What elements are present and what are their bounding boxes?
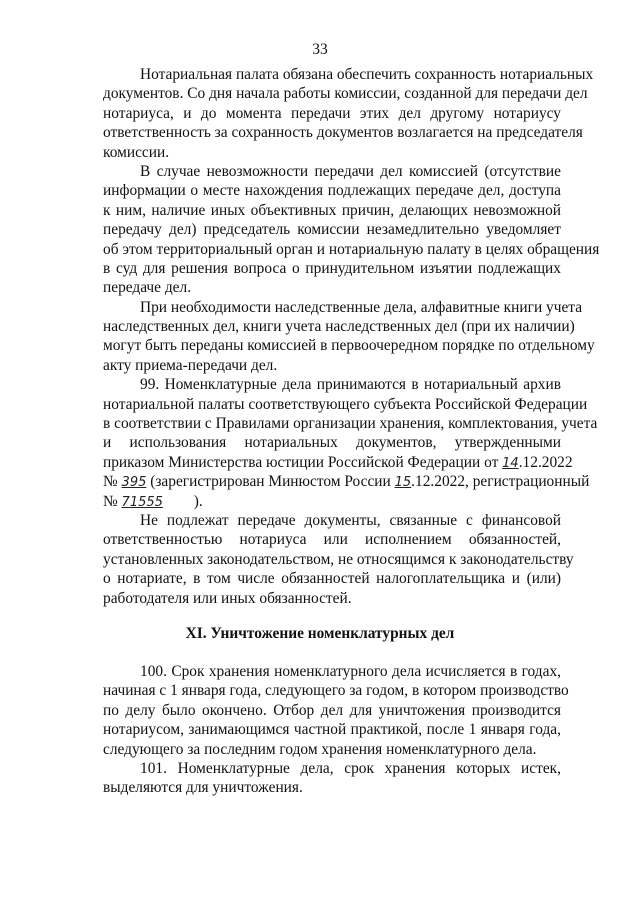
text-line: нотариусом, занимающимся частной практикой, после 1 января года, (103, 721, 561, 739)
text-line: акту приема-передачи дел. (103, 356, 278, 374)
text-segment: .12.2022, регистрационный (411, 473, 590, 491)
handwritten-entry: 14 (502, 455, 519, 471)
text-line: в суд для решения вопроса о принудительном изъятии подлежащих (103, 259, 561, 277)
paragraph (103, 65, 594, 162)
section-heading: XI. Уничтожение номенклатурных дел (185, 625, 455, 642)
text-line: нотариальной палаты соответствующего субъекта Российской Федерации (103, 395, 588, 413)
text-line: нотариуса, и до момента передачи этих дел другому нотариусу (103, 104, 561, 122)
text-segment: приказом Министерства юстиции Российской Федерации от (103, 453, 503, 471)
text-line (103, 453, 573, 472)
text-line: 101. Номенклатурные дела, срок хранения которых истек, (140, 759, 561, 777)
handwritten-entry: 15 (394, 475, 412, 491)
text-line: В случае невозможности передачи дел комиссией (отсутствие (140, 162, 561, 180)
text-line: 100. Срок хранения номенклатурного дела исчисляется в годах, (140, 663, 561, 680)
text-line: документов. Со дня начала работы комиссии, созданной для передачи дел (103, 85, 588, 103)
text-line (103, 472, 590, 491)
paragraph (103, 759, 561, 798)
paragraph (103, 375, 598, 511)
paragraph (103, 162, 600, 298)
text-line: по делу было окончено. Отбор дел для уничтожения производится (103, 701, 561, 719)
paragraph (103, 298, 595, 376)
text-line: работодателя или иных обязанностей. (103, 589, 352, 607)
text-line: и использования нотариальных документов, утвержденными (103, 434, 561, 452)
text-segment: № (103, 492, 122, 510)
paragraph (103, 511, 574, 608)
text-line: о нотариате, в том числе обязанностей налогоплательщика и (или) (103, 570, 561, 588)
body-text-bottom (103, 662, 569, 798)
text-line: выделяются для уничтожения. (103, 779, 303, 797)
text-segment: .12.2022 (518, 453, 573, 471)
paragraph (103, 662, 569, 759)
text-line: наследственных дел, книги учета наследственных дел (при их наличии) (103, 318, 575, 336)
text-line: комиссии. (103, 143, 170, 161)
text-line: могут быть переданы комиссией в первоочередном порядке по отдельному (103, 337, 595, 355)
text-line: Не подлежат передаче документы, связанные с финансовой (140, 511, 561, 529)
text-line (103, 492, 561, 511)
text-line: следующего за последним годом хранения номенклатурного дела. (103, 740, 537, 758)
text-line: установленных законодательством, не относящимся к законодательству (103, 550, 574, 568)
handwritten-entry: 71555 (121, 494, 163, 510)
text-line: об этом территориальный орган и нотариальную палату в целях обращения (103, 240, 600, 258)
text-line: ответственностью нотариуса или исполнением обязанностей, (103, 531, 561, 549)
text-line: передачу дел) председатель комиссии незамедлительно уведомляет (103, 221, 561, 239)
body-text-top (103, 65, 600, 608)
text-line: При необходимости наследственные дела, алфавитные книги учета (140, 298, 583, 316)
page-number: 33 (312, 41, 328, 58)
text-segment: ). (162, 492, 203, 510)
text-segment: (зарегистрирован Минюстом России (146, 473, 395, 491)
text-line: Нотариальная палата обязана обеспечить сохранность нотариальных (140, 66, 594, 83)
text-segment: № (103, 473, 122, 491)
text-line: информации о месте нахождения подлежащих передаче дел, доступа (103, 182, 561, 200)
handwritten-entry: 395 (121, 475, 147, 491)
text-line: передаче дел. (103, 279, 192, 297)
text-line: в соответствии с Правилами организации хранения, комплектования, учета (103, 415, 598, 433)
text-line: начиная с 1 января года, следующего за годом, в котором производство (103, 682, 569, 700)
text-line: 99. Номенклатурные дела принимаются в нотариальный архив (140, 376, 561, 394)
text-line: ответственность за сохранность документов возлагается на председателя (103, 124, 583, 142)
text-line: к ним, наличие иных объективных причин, делающих невозможной (103, 201, 561, 219)
